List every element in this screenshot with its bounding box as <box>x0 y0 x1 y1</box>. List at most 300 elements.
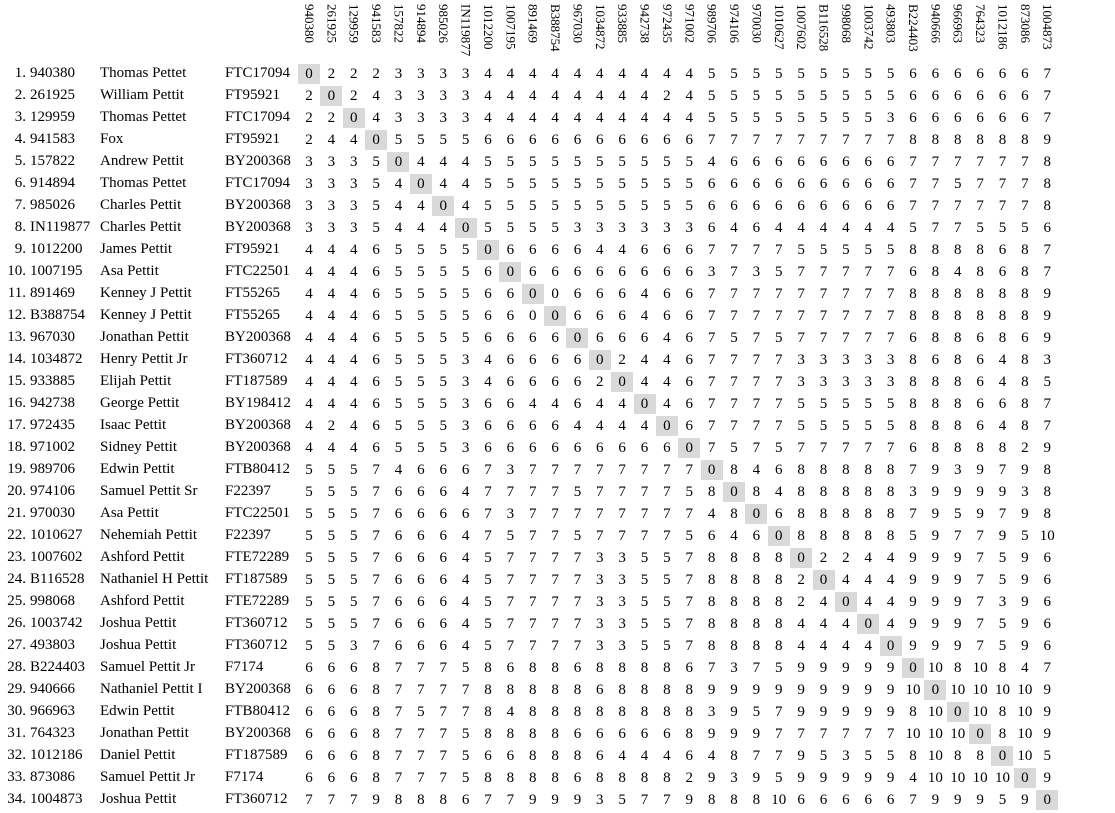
distance-cell: 8 <box>752 792 761 808</box>
distance-cell: 7 <box>842 132 850 148</box>
distance-cell: 8 <box>551 748 559 764</box>
distance-cell: 4 <box>640 66 649 82</box>
distance-cell: 6 <box>1043 616 1051 632</box>
haplogroup: FTB80412 <box>225 703 291 719</box>
distance-cell: 6 <box>551 374 559 390</box>
distance-cell: 7 <box>775 374 783 390</box>
distance-cell: 7 <box>596 484 604 500</box>
distance-cell: 8 <box>953 132 962 148</box>
distance-cell: 4 <box>752 462 761 478</box>
distance-cell: 8 <box>775 550 783 566</box>
distance-cell: 9 <box>909 638 917 654</box>
ancestor-name: Samuel Pettit Jr <box>100 659 195 675</box>
distance-cell: 7 <box>842 330 850 346</box>
distance-cell: 8 <box>707 616 716 632</box>
distance-cell: 5 <box>327 550 336 566</box>
distance-cell: 3 <box>349 198 358 214</box>
distance-cell: 4 <box>461 616 470 632</box>
distance-cell: 6 <box>685 396 694 412</box>
distance-cell: 4 <box>707 748 716 764</box>
distance-cell: 6 <box>931 352 940 368</box>
distance-cell: 5 <box>394 132 403 148</box>
distance-cell: 5 <box>439 396 447 412</box>
distance-cell: 4 <box>573 66 582 82</box>
column-header: 933885 <box>615 4 631 43</box>
diagonal-cell: 0 <box>790 548 812 568</box>
kit-number: 1012186 <box>30 747 83 763</box>
distance-cell: 5 <box>394 396 403 412</box>
distance-cell: 9 <box>752 770 761 786</box>
distance-cell: 3 <box>618 638 626 654</box>
distance-cell: 9 <box>931 572 940 588</box>
distance-cell: 5 <box>685 154 694 170</box>
distance-cell: 4 <box>349 374 358 390</box>
distance-cell: 4 <box>618 396 626 412</box>
kit-number: 971002 <box>30 439 75 455</box>
distance-cell: 9 <box>752 726 761 742</box>
distance-cell: 7 <box>730 286 738 302</box>
distance-cell: 8 <box>618 704 626 720</box>
distance-cell: 4 <box>886 616 895 632</box>
distance-cell: 3 <box>305 198 313 214</box>
distance-cell: 6 <box>484 418 492 434</box>
distance-cell: 8 <box>1043 506 1051 522</box>
distance-cell: 2 <box>349 66 358 82</box>
distance-cell: 6 <box>484 440 492 456</box>
distance-cell: 8 <box>953 330 962 346</box>
distance-cell: 5 <box>819 242 828 258</box>
distance-cell: 4 <box>573 418 582 434</box>
distance-cell: 5 <box>528 176 537 192</box>
distance-cell: 8 <box>618 660 626 676</box>
distance-cell: 6 <box>663 308 671 324</box>
distance-cell: 5 <box>461 770 470 786</box>
distance-cell: 7 <box>864 726 872 742</box>
distance-cell: 9 <box>1021 792 1029 808</box>
distance-cell: 4 <box>327 264 336 280</box>
distance-cell: 6 <box>707 198 716 214</box>
distance-cell: 7 <box>752 352 761 368</box>
distance-cell: 4 <box>596 88 604 104</box>
distance-cell: 7 <box>842 440 850 456</box>
distance-cell: 6 <box>506 308 515 324</box>
distance-cell: 5 <box>618 176 626 192</box>
distance-cell: 7 <box>976 550 984 566</box>
ancestor-name: George Pettit <box>100 395 180 411</box>
distance-cell: 3 <box>349 220 358 236</box>
distance-cell: 4 <box>640 286 649 302</box>
table-row <box>0 546 1115 568</box>
distance-cell: 7 <box>1043 396 1051 412</box>
distance-cell: 4 <box>640 352 649 368</box>
column-header: 967030 <box>570 4 586 43</box>
distance-cell: 7 <box>663 506 671 522</box>
distance-cell: 8 <box>707 792 716 808</box>
diagonal-cell: 0 <box>1036 790 1058 810</box>
distance-cell: 6 <box>797 792 805 808</box>
distance-cell: 5 <box>439 242 447 258</box>
row-number: 1. <box>14 65 26 81</box>
kit-number: 764323 <box>30 725 75 741</box>
distance-cell: 5 <box>775 110 783 126</box>
distance-cell: 2 <box>305 132 313 148</box>
distance-cell: 9 <box>976 792 984 808</box>
distance-cell: 3 <box>327 176 336 192</box>
distance-cell: 8 <box>976 748 984 764</box>
distance-cell: 10 <box>1017 726 1033 742</box>
distance-cell: 2 <box>596 374 604 390</box>
distance-cell: 6 <box>349 682 358 698</box>
distance-cell: 4 <box>327 286 336 302</box>
distance-cell: 5 <box>640 572 649 588</box>
distance-cell: 4 <box>349 264 358 280</box>
kit-number: 1004873 <box>30 791 83 807</box>
distance-cell: 6 <box>775 506 783 522</box>
distance-cell: 5 <box>305 638 313 654</box>
table-row <box>0 502 1115 524</box>
distance-cell: 6 <box>506 396 515 412</box>
distance-cell: 7 <box>528 484 537 500</box>
haplogroup: FTC17094 <box>225 175 291 191</box>
distance-cell: 6 <box>685 330 694 346</box>
distance-cell: 10 <box>1017 704 1033 720</box>
distance-cell: 7 <box>372 616 380 632</box>
distance-cell: 5 <box>663 176 671 192</box>
distance-cell: 6 <box>596 682 604 698</box>
distance-cell: 4 <box>305 418 313 434</box>
distance-cell: 3 <box>596 594 604 610</box>
distance-cell: 4 <box>551 66 559 82</box>
distance-cell: 5 <box>327 484 336 500</box>
distance-cell: 8 <box>730 792 738 808</box>
distance-cell: 3 <box>886 374 895 390</box>
ancestor-name: Edwin Pettit <box>100 703 175 719</box>
distance-cell: 7 <box>618 484 626 500</box>
distance-cell: 5 <box>797 66 805 82</box>
distance-cell: 2 <box>372 66 380 82</box>
diagonal-cell: 0 <box>522 284 544 304</box>
distance-cell: 4 <box>909 770 917 786</box>
distance-cell: 4 <box>327 352 336 368</box>
haplogroup: BY200368 <box>225 725 291 741</box>
ancestor-name: Fox <box>100 131 124 147</box>
distance-cell: 4 <box>596 242 604 258</box>
distance-cell: 8 <box>842 462 850 478</box>
distance-cell: 7 <box>707 286 716 302</box>
distance-cell: 8 <box>1043 176 1051 192</box>
distance-cell: 6 <box>1043 572 1051 588</box>
distance-cell: 4 <box>663 330 671 346</box>
distance-cell: 5 <box>551 176 559 192</box>
distance-cell: 6 <box>327 726 336 742</box>
distance-cell: 6 <box>663 440 671 456</box>
distance-cell: 9 <box>909 616 917 632</box>
table-row <box>0 348 1115 370</box>
distance-cell: 7 <box>551 638 559 654</box>
distance-cell: 9 <box>1021 594 1029 610</box>
distance-cell: 6 <box>327 704 336 720</box>
distance-cell: 7 <box>506 616 515 632</box>
distance-cell: 6 <box>484 396 492 412</box>
distance-cell: 6 <box>484 748 492 764</box>
distance-cell: 5 <box>305 462 313 478</box>
row-number: 27. <box>7 637 26 653</box>
distance-cell: 7 <box>842 286 850 302</box>
distance-cell: 8 <box>864 506 872 522</box>
distance-cell: 9 <box>573 792 582 808</box>
distance-cell: 5 <box>573 198 582 214</box>
distance-cell: 7 <box>573 506 582 522</box>
distance-cell: 7 <box>707 330 716 346</box>
distance-cell: 5 <box>864 242 872 258</box>
distance-cell: 8 <box>953 308 962 324</box>
distance-cell: 9 <box>976 484 984 500</box>
distance-cell: 0 <box>528 308 537 324</box>
distance-cell: 8 <box>909 242 917 258</box>
distance-cell: 5 <box>886 748 895 764</box>
distance-cell: 6 <box>640 264 649 280</box>
distance-cell: 4 <box>305 352 313 368</box>
distance-cell: 8 <box>976 242 984 258</box>
distance-cell: 3 <box>327 220 336 236</box>
distance-cell: 7 <box>439 726 447 742</box>
distance-cell: 7 <box>886 330 895 346</box>
distance-cell: 6 <box>909 88 917 104</box>
distance-cell: 8 <box>998 330 1007 346</box>
distance-cell: 6 <box>886 176 895 192</box>
distance-cell: 9 <box>909 550 917 566</box>
distance-cell: 3 <box>596 638 604 654</box>
column-header: 493803 <box>883 4 899 43</box>
distance-cell: 6 <box>596 132 604 148</box>
distance-cell: 8 <box>819 506 828 522</box>
distance-cell: 9 <box>730 682 738 698</box>
distance-cell: 8 <box>909 374 917 390</box>
distance-cell: 7 <box>953 528 962 544</box>
distance-cell: 7 <box>998 198 1007 214</box>
distance-cell: 8 <box>707 484 716 500</box>
distance-cell: 7 <box>730 352 738 368</box>
distance-cell: 2 <box>618 352 626 368</box>
distance-cell: 5 <box>461 286 470 302</box>
distance-cell: 7 <box>797 132 805 148</box>
distance-cell: 8 <box>953 286 962 302</box>
distance-cell: 5 <box>640 638 649 654</box>
distance-cell: 6 <box>640 726 649 742</box>
distance-cell: 4 <box>349 396 358 412</box>
distance-cell: 4 <box>439 220 447 236</box>
distance-cell: 6 <box>573 308 582 324</box>
distance-cell: 5 <box>327 616 336 632</box>
distance-cell: 4 <box>417 198 425 214</box>
distance-cell: 6 <box>596 308 604 324</box>
distance-cell: 4 <box>349 352 358 368</box>
distance-cell: 7 <box>484 528 492 544</box>
diagonal-cell: 0 <box>566 328 588 348</box>
column-header: 1012186 <box>995 4 1011 50</box>
distance-cell: 7 <box>864 132 872 148</box>
distance-cell: 3 <box>819 352 828 368</box>
distance-cell: 8 <box>909 418 917 434</box>
distance-cell: 6 <box>528 352 537 368</box>
distance-cell: 8 <box>528 726 537 742</box>
distance-cell: 8 <box>596 660 604 676</box>
distance-cell: 5 <box>864 748 872 764</box>
column-header: 891469 <box>525 4 541 43</box>
distance-cell: 7 <box>640 462 649 478</box>
column-header: 157822 <box>391 4 407 43</box>
distance-cell: 6 <box>573 242 582 258</box>
distance-cell: 7 <box>976 638 984 654</box>
distance-cell: 5 <box>305 572 313 588</box>
distance-cell: 8 <box>752 572 761 588</box>
distance-cell: 8 <box>976 132 984 148</box>
distance-cell: 4 <box>618 418 626 434</box>
distance-cell: 5 <box>775 264 783 280</box>
distance-cell: 8 <box>551 682 559 698</box>
distance-cell: 10 <box>950 726 966 742</box>
distance-cell: 6 <box>439 572 447 588</box>
distance-cell: 3 <box>461 440 470 456</box>
diagonal-cell: 0 <box>835 592 857 612</box>
distance-cell: 5 <box>998 220 1007 236</box>
haplogroup: FT360712 <box>225 791 288 807</box>
column-header: 941583 <box>369 4 385 43</box>
distance-cell: 4 <box>305 264 313 280</box>
distance-cell: 3 <box>461 418 470 434</box>
distance-cell: 8 <box>618 682 626 698</box>
distance-cell: 9 <box>1043 726 1051 742</box>
distance-cell: 5 <box>551 198 559 214</box>
kit-number: 873086 <box>30 769 75 785</box>
table-row <box>0 150 1115 172</box>
distance-cell: 3 <box>461 110 470 126</box>
diagonal-cell: 0 <box>991 746 1013 766</box>
column-header: 764323 <box>973 4 989 43</box>
distance-cell: 3 <box>596 550 604 566</box>
distance-cell: 7 <box>797 440 805 456</box>
distance-cell: 5 <box>327 462 336 478</box>
distance-cell: 6 <box>349 660 358 676</box>
ancestor-name: Samuel Pettit Jr <box>100 769 195 785</box>
distance-cell: 7 <box>394 770 403 786</box>
distance-cell: 7 <box>417 682 425 698</box>
distance-cell: 7 <box>953 198 962 214</box>
table-row <box>0 700 1115 722</box>
distance-cell: 7 <box>886 308 895 324</box>
distance-cell: 6 <box>596 264 604 280</box>
distance-cell: 6 <box>819 176 828 192</box>
ancestor-name: Edwin Pettit <box>100 461 175 477</box>
distance-cell: 6 <box>775 462 783 478</box>
table-row <box>0 62 1115 84</box>
distance-cell: 5 <box>998 638 1007 654</box>
distance-cell: 4 <box>461 550 470 566</box>
distance-cell: 8 <box>372 682 380 698</box>
distance-cell: 6 <box>864 154 872 170</box>
distance-cell: 7 <box>864 440 872 456</box>
distance-cell: 8 <box>1021 286 1029 302</box>
distance-cell: 8 <box>998 308 1007 324</box>
distance-cell: 2 <box>327 110 336 126</box>
distance-cell: 3 <box>618 572 626 588</box>
distance-cell: 5 <box>528 154 537 170</box>
distance-cell: 8 <box>663 704 671 720</box>
column-header: B116528 <box>816 4 832 52</box>
distance-cell: 6 <box>394 550 403 566</box>
kit-number: 989706 <box>30 461 75 477</box>
distance-cell: 4 <box>864 572 872 588</box>
diagonal-cell: 0 <box>365 130 387 150</box>
distance-cell: 5 <box>752 66 761 82</box>
distance-cell: 3 <box>953 462 962 478</box>
distance-cell: 6 <box>327 682 336 698</box>
distance-cell: 4 <box>372 88 380 104</box>
distance-cell: 3 <box>752 264 761 280</box>
column-header: B224403 <box>905 4 921 52</box>
kit-number: 493803 <box>30 637 75 653</box>
haplogroup: F7174 <box>225 659 264 675</box>
distance-cell: 5 <box>551 154 559 170</box>
distance-cell: 8 <box>998 132 1007 148</box>
distance-cell: 6 <box>707 176 716 192</box>
distance-cell: 7 <box>506 792 515 808</box>
column-header: 940380 <box>302 4 317 43</box>
distance-cell: 5 <box>775 88 783 104</box>
distance-cell: 6 <box>417 638 425 654</box>
distance-cell: 6 <box>327 770 336 786</box>
distance-cell: 10 <box>994 682 1010 698</box>
distance-cell: 4 <box>842 572 850 588</box>
distance-cell: 4 <box>349 440 358 456</box>
distance-cell: 9 <box>797 682 805 698</box>
ancestor-name: Joshua Pettit <box>100 791 177 807</box>
distance-cell: 3 <box>886 352 895 368</box>
distance-cell: 7 <box>439 660 447 676</box>
distance-cell: 6 <box>417 462 425 478</box>
distance-cell: 7 <box>573 616 582 632</box>
distance-cell: 5 <box>417 418 425 434</box>
distance-cell: 7 <box>640 792 649 808</box>
distance-cell: 7 <box>551 528 559 544</box>
distance-cell: 4 <box>998 352 1007 368</box>
diagonal-cell: 0 <box>320 86 342 106</box>
distance-cell: 6 <box>573 374 582 390</box>
distance-cell: 5 <box>819 88 828 104</box>
distance-cell: 7 <box>819 286 828 302</box>
distance-cell: 5 <box>394 308 403 324</box>
distance-cell: 8 <box>528 682 537 698</box>
distance-cell: 9 <box>931 616 940 632</box>
distance-cell: 10 <box>927 770 943 786</box>
kit-number: 940666 <box>30 681 75 697</box>
column-header: 129959 <box>346 4 362 43</box>
distance-cell: 5 <box>394 352 403 368</box>
distance-cell: 4 <box>886 572 895 588</box>
distance-cell: 8 <box>976 264 984 280</box>
distance-cell: 8 <box>372 704 380 720</box>
distance-cell: 8 <box>1043 484 1051 500</box>
distance-cell: 7 <box>484 462 492 478</box>
kit-number: B224403 <box>30 659 86 675</box>
haplogroup: BY200368 <box>225 681 291 697</box>
distance-cell: 8 <box>953 352 962 368</box>
distance-cell: 3 <box>819 374 828 390</box>
distance-cell: 7 <box>976 594 984 610</box>
haplogroup: FT360712 <box>225 637 288 653</box>
distance-cell: 6 <box>663 726 671 742</box>
distance-cell: 5 <box>439 352 447 368</box>
